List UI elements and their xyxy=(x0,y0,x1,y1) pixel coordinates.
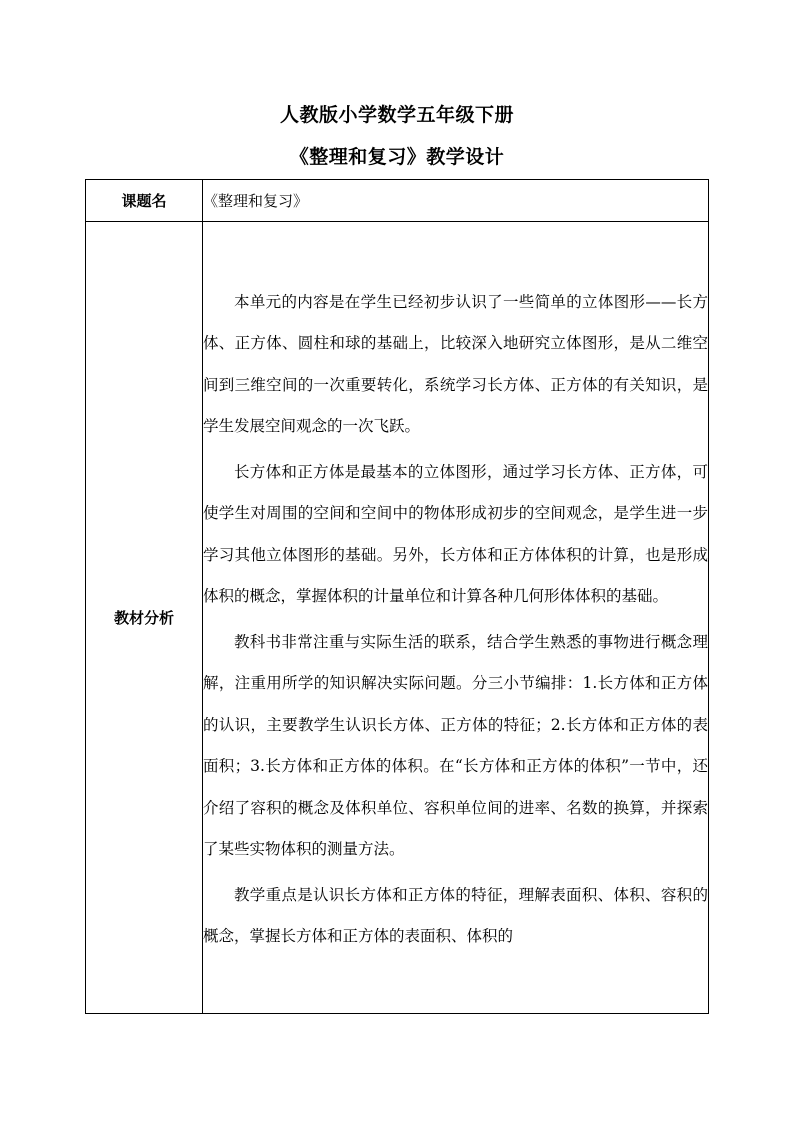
document-title: 人教版小学数学五年级下册 xyxy=(279,104,514,126)
analysis-paragraph: 教学重点是认识长方体和正方体的特征，理解表面积、体积、容积的概念，掌握长方体和正方体的表面积、体积的 xyxy=(203,885,708,945)
document-subtitle: 《整理和复习》教学设计 xyxy=(289,146,505,168)
table-row xyxy=(86,222,709,1014)
analysis-paragraph: 长方体和正方体是最基本的立体图形，通过学习长方体、正方体，可使学生对周围的空间和空间中的物体形成初步的空间观念，是学生进一步学习其他立体图形的基础。另外，长方体和正方体体积的计算，也是形成体积的概念，掌握体积的计量单位和计算各种几何形体体积的基础。 xyxy=(203,462,708,605)
textbook-analysis-content xyxy=(203,222,709,1014)
topic-name-value: 《整理和复习》 xyxy=(203,180,709,222)
textbook-analysis-label: 教材分析 xyxy=(86,222,203,1014)
lesson-design-table xyxy=(85,179,709,1014)
analysis-paragraph: 教科书非常注重与实际生活的联系，结合学生熟悉的事物进行概念理解，注重用所学的知识解决实际问题。分三小节编排：1.长方体和正方体的认识，主要教学生认识长方体、正方体的特征；2.长方体和正方体的表面积；3.长方体和正方体的体积。在“长方体和正方体的体积”一节中，还介绍了容积的概念及体积单位、容积单位间的进率、名数的换算，并探索了某些实物体积的测量方法。 xyxy=(203,632,708,858)
table-row xyxy=(86,180,709,222)
topic-name-label: 课题名 xyxy=(86,180,203,222)
analysis-paragraph: 本单元的内容是在学生已经初步认识了一些简单的立体图形——长方体、正方体、圆柱和球的基础上，比较深入地研究立体图形，是从二维空间到三维空间的一次重要转化，系统学习长方体、正方体的有关知识，是学生发展空间观念的一次飞跃。 xyxy=(203,292,708,435)
